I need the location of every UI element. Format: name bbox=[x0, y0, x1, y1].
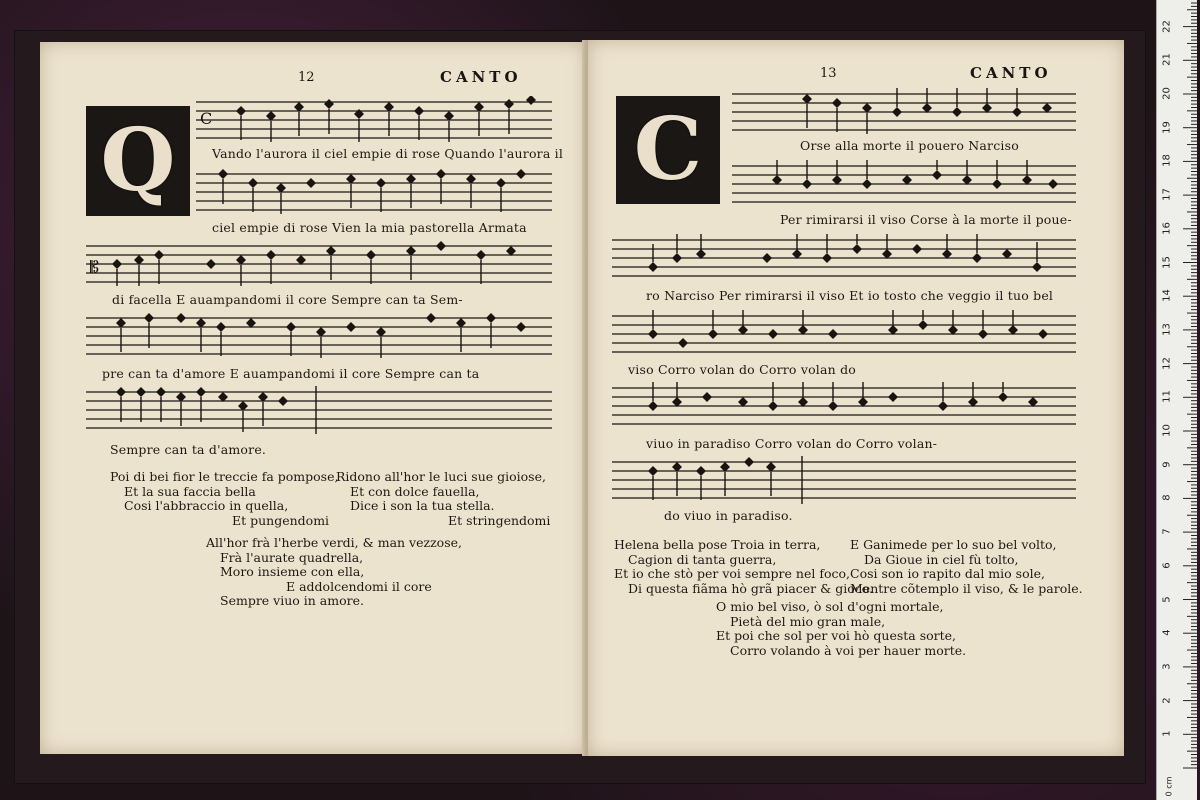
right-staff-3 bbox=[612, 234, 1076, 282]
verse-line: Et io che stò per voi sempre nel foco, bbox=[614, 566, 850, 581]
ruler-number: 11 bbox=[1161, 390, 1173, 404]
measuring-ruler bbox=[1156, 0, 1197, 800]
verse-line: Cosi l'abbraccio in quella, bbox=[124, 498, 289, 513]
verse-line: All'hor frà l'herbe verdi, & man vezzose, bbox=[206, 535, 462, 550]
verse-line: O mio bel viso, ò sol d'ogni mortale, bbox=[716, 599, 944, 614]
ruler-number: 21 bbox=[1161, 53, 1173, 67]
ruler-number: 2 bbox=[1161, 696, 1173, 704]
ruler-number: 13 bbox=[1161, 323, 1173, 336]
left-verse-col1 bbox=[110, 470, 338, 528]
left-staff-2 bbox=[196, 168, 552, 216]
verse-line: E Ganimede per lo suo bel volto, bbox=[850, 537, 1057, 552]
verse-line: Mentre cõtemplo il viso, & le parole. bbox=[850, 580, 1083, 596]
verse-line: Moro insieme con ella, bbox=[220, 564, 365, 579]
left-woodcut-initial bbox=[86, 106, 190, 216]
ruler-number: 18 bbox=[1161, 154, 1173, 168]
ruler-number: 9 bbox=[1161, 461, 1173, 468]
right-staff-6 bbox=[612, 456, 1076, 504]
left-lyric-2: ciel empie di rose Vien la mia pastorella Armata bbox=[212, 220, 527, 235]
ruler-number: 15 bbox=[1161, 255, 1173, 269]
left-staff-1 bbox=[196, 96, 552, 144]
ruler-number: 12 bbox=[1161, 356, 1173, 370]
verse-line: Dice i son la tua stella. bbox=[350, 498, 495, 513]
verse-line: Poi di bei fior le treccie fa pompose, bbox=[110, 469, 339, 484]
verse-line: Ridono all'hor le luci sue gioiose, bbox=[336, 469, 546, 484]
left-staff-3 bbox=[86, 240, 552, 288]
right-lyric-2: Per rimirarsi il viso Corse à la morte il poue- bbox=[780, 212, 1072, 227]
ruler-number: 22 bbox=[1161, 19, 1173, 33]
ruler-number: 16 bbox=[1161, 221, 1173, 235]
left-staff-4 bbox=[86, 312, 552, 360]
ruler-number: 7 bbox=[1161, 528, 1173, 535]
left-lyric-5: Sempre can ta d'amore. bbox=[110, 442, 267, 457]
ruler-number: 14 bbox=[1161, 289, 1173, 303]
verse-line: Pietà del mio gran male, bbox=[730, 613, 886, 629]
verse-line: Cagion di tanta guerra, bbox=[628, 551, 777, 567]
svg-text:𝄡: 𝄡 bbox=[90, 257, 99, 276]
verse-line: Et pungendomi bbox=[232, 512, 330, 528]
ruler-number: 3 bbox=[1161, 663, 1173, 670]
left-verse-col3 bbox=[206, 536, 462, 609]
verse-line: Et poi che sol per voi hò questa sorte, bbox=[716, 628, 957, 643]
right-lyric-4: viso Corro volan do Corro volan do bbox=[628, 362, 857, 377]
ruler-number: 1 bbox=[1161, 730, 1173, 737]
ruler-number: 4 bbox=[1161, 629, 1173, 636]
right-woodcut-initial bbox=[616, 96, 720, 204]
verse-line: Corro volando à voi per hauer morte. bbox=[730, 642, 967, 658]
verse-line: Da Gioue in ciel fù tolto, bbox=[864, 551, 1019, 567]
verse-line: Et la sua faccia bella bbox=[124, 483, 256, 499]
verse-line: Et con dolce fauella, bbox=[350, 483, 480, 499]
right-staff-4 bbox=[612, 310, 1076, 358]
ruler-number: 17 bbox=[1161, 188, 1173, 201]
right-staff-1 bbox=[732, 88, 1076, 136]
initial-letter: Q bbox=[100, 110, 176, 211]
right-header: CANTO bbox=[970, 64, 1052, 82]
initial-letter: C bbox=[633, 99, 703, 200]
left-lyric-3: di facella E auampandomi il core Sempre can ta Sem- bbox=[112, 292, 463, 307]
ruler-number: 19 bbox=[1161, 120, 1173, 134]
right-verse-col1 bbox=[614, 538, 873, 596]
right-lyric-3: ro Narciso Per rimirarsi il viso Et io tosto che veggio il tuo bel bbox=[646, 288, 1054, 303]
svg-text:C: C bbox=[200, 109, 213, 128]
verse-line: Frà l'aurate quadrella, bbox=[220, 549, 364, 565]
right-lyric-1: Orse alla morte il pouero Narciso bbox=[800, 138, 1019, 153]
right-staff-2 bbox=[732, 160, 1076, 208]
left-staff-5 bbox=[86, 386, 552, 434]
right-staff-5 bbox=[612, 382, 1076, 430]
verse-line: E addolcendomi il core bbox=[286, 578, 432, 594]
verse-line: Helena bella pose Troia in terra, bbox=[614, 537, 821, 552]
ruler-number: 20 bbox=[1161, 87, 1173, 100]
left-lyric-4: pre can ta d'amore E auampandomi il core Sempre can ta bbox=[102, 366, 480, 381]
left-lyric-1: Vando l'aurora il ciel empie di rose Quando l'aurora il bbox=[212, 146, 564, 161]
verse-line: Et stringendomi bbox=[448, 512, 551, 528]
right-folio: 13 bbox=[820, 66, 837, 81]
right-lyric-5: viuo in paradiso Corro volan do Corro volan- bbox=[646, 436, 938, 451]
ruler-number: 10 bbox=[1161, 424, 1173, 437]
left-header: CANTO bbox=[440, 68, 522, 86]
right-verse-col3 bbox=[716, 600, 966, 658]
left-verse-col2 bbox=[336, 470, 550, 528]
verse-line: Sempre viuo in amore. bbox=[220, 593, 364, 608]
verse-line: Di questa fiãma hò grã piacer & gioco. bbox=[628, 580, 874, 596]
left-folio: 12 bbox=[298, 70, 315, 85]
ruler-unit: 0 cm bbox=[1164, 776, 1174, 797]
verse-line: Cosi son io rapito dal mio sole, bbox=[850, 566, 1045, 581]
right-verse-col2 bbox=[850, 538, 1083, 596]
right-lyric-6: do viuo in paradiso. bbox=[664, 508, 793, 523]
ruler-number: 5 bbox=[1161, 595, 1173, 603]
ruler-number: 6 bbox=[1161, 562, 1173, 569]
ruler-number: 8 bbox=[1161, 494, 1173, 502]
